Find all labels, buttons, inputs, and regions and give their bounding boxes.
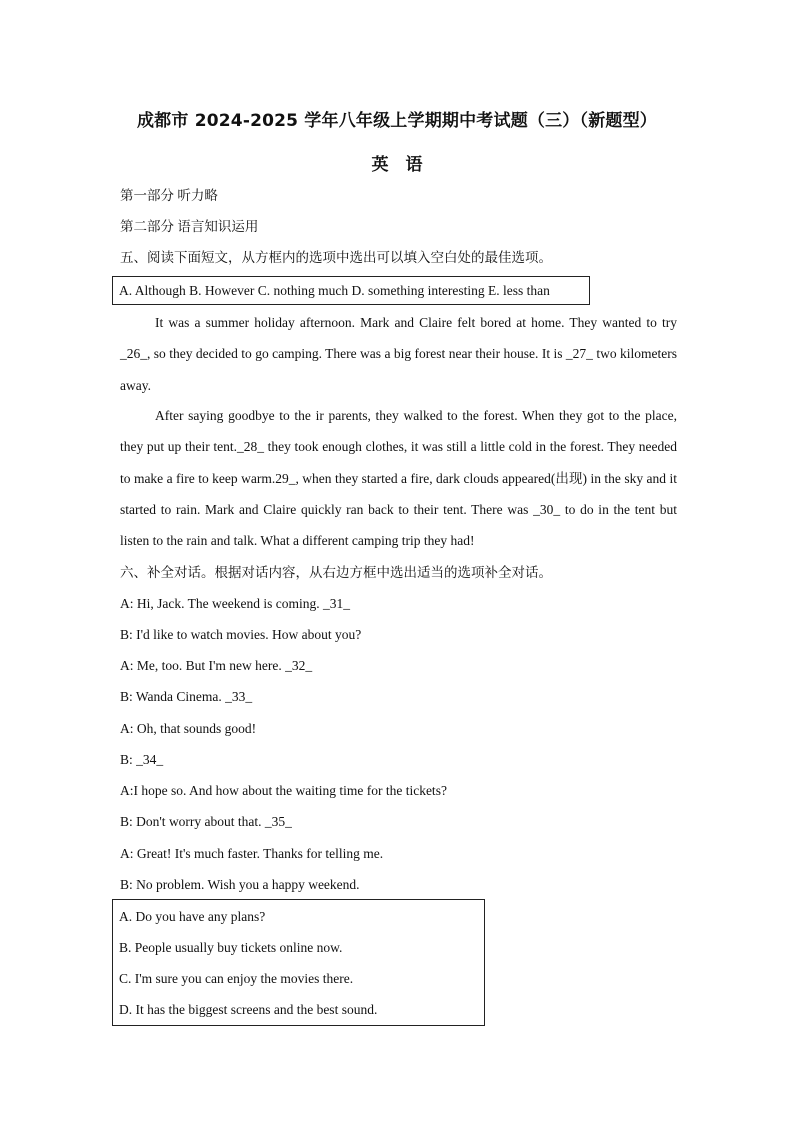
part1-heading: 第一部分 听力略 bbox=[120, 188, 218, 203]
dialogue-line: A: Hi, Jack. The weekend is coming. _31_ bbox=[120, 596, 350, 611]
q5-paragraph-2 bbox=[120, 400, 677, 556]
q6-option: B. People usually buy tickets online now. bbox=[119, 940, 343, 955]
q6-option: A. Do you have any plans? bbox=[119, 909, 266, 924]
q5-instruction: 五、阅读下面短文，从方框内的选项中选出可以填入空白处的最佳选项。 bbox=[120, 250, 552, 265]
q6-instruction: 六、补全对话。根据对话内容，从右边方框中选出适当的选项补全对话。 bbox=[120, 565, 552, 580]
q6-option: D. It has the biggest screens and the best sound. bbox=[119, 1002, 378, 1017]
dialogue-line: B: Don't worry about that. _35_ bbox=[120, 814, 292, 829]
q5-paragraph-2-text: After saying goodbye to the ir parents, they walked to the forest. When they got to the place, they put up their tent._28_ they took enough clothes, it was still a little cold in the forest. They needed to make a fire to keep warm.29_, when they started a fire, dark clouds appeared(出现) in the sky and it started to rain. Mark and Claire quickly ran back to their tent. There was _30_ to do in the tent but listen to the rain and talk. What a different camping trip they had! bbox=[120, 408, 677, 549]
q5-options-text: A. Although B. However C. nothing much D. something interesting E. less than bbox=[119, 283, 550, 298]
dialogue-line: A: Great! It's much faster. Thanks for telling me. bbox=[120, 846, 384, 861]
exam-title: 成都市 2024-2025 学年八年级上学期期中考试题（三）（新题型） bbox=[136, 111, 658, 131]
dialogue-line: B: _34_ bbox=[120, 752, 164, 767]
q5-options-box bbox=[112, 276, 590, 305]
part2-heading: 第二部分 语言知识运用 bbox=[120, 219, 259, 234]
dialogue-line: B: No problem. Wish you a happy weekend. bbox=[120, 877, 360, 892]
dialogue-line: A: Oh, that sounds good! bbox=[120, 721, 257, 736]
q5-paragraph-1 bbox=[120, 307, 677, 401]
dialogue-line: A:I hope so. And how about the waiting time for the tickets? bbox=[120, 783, 447, 798]
dialogue-line: A: Me, too. But I'm new here. _32_ bbox=[120, 658, 313, 673]
dialogue-line: B: I'd like to watch movies. How about you? bbox=[120, 627, 362, 642]
exam-subject: 英 语 bbox=[371, 155, 423, 175]
q5-paragraph-1-text: It was a summer holiday afternoon. Mark and Claire felt bored at home. They wanted to try _26_, so they decided to go camping. There was a big forest near their house. It is _27_ two kilometers away. bbox=[120, 315, 677, 393]
dialogue-line: B: Wanda Cinema. _33_ bbox=[120, 689, 253, 704]
q6-options-box bbox=[112, 899, 485, 1026]
q6-option: C. I'm sure you can enjoy the movies there. bbox=[119, 971, 354, 986]
